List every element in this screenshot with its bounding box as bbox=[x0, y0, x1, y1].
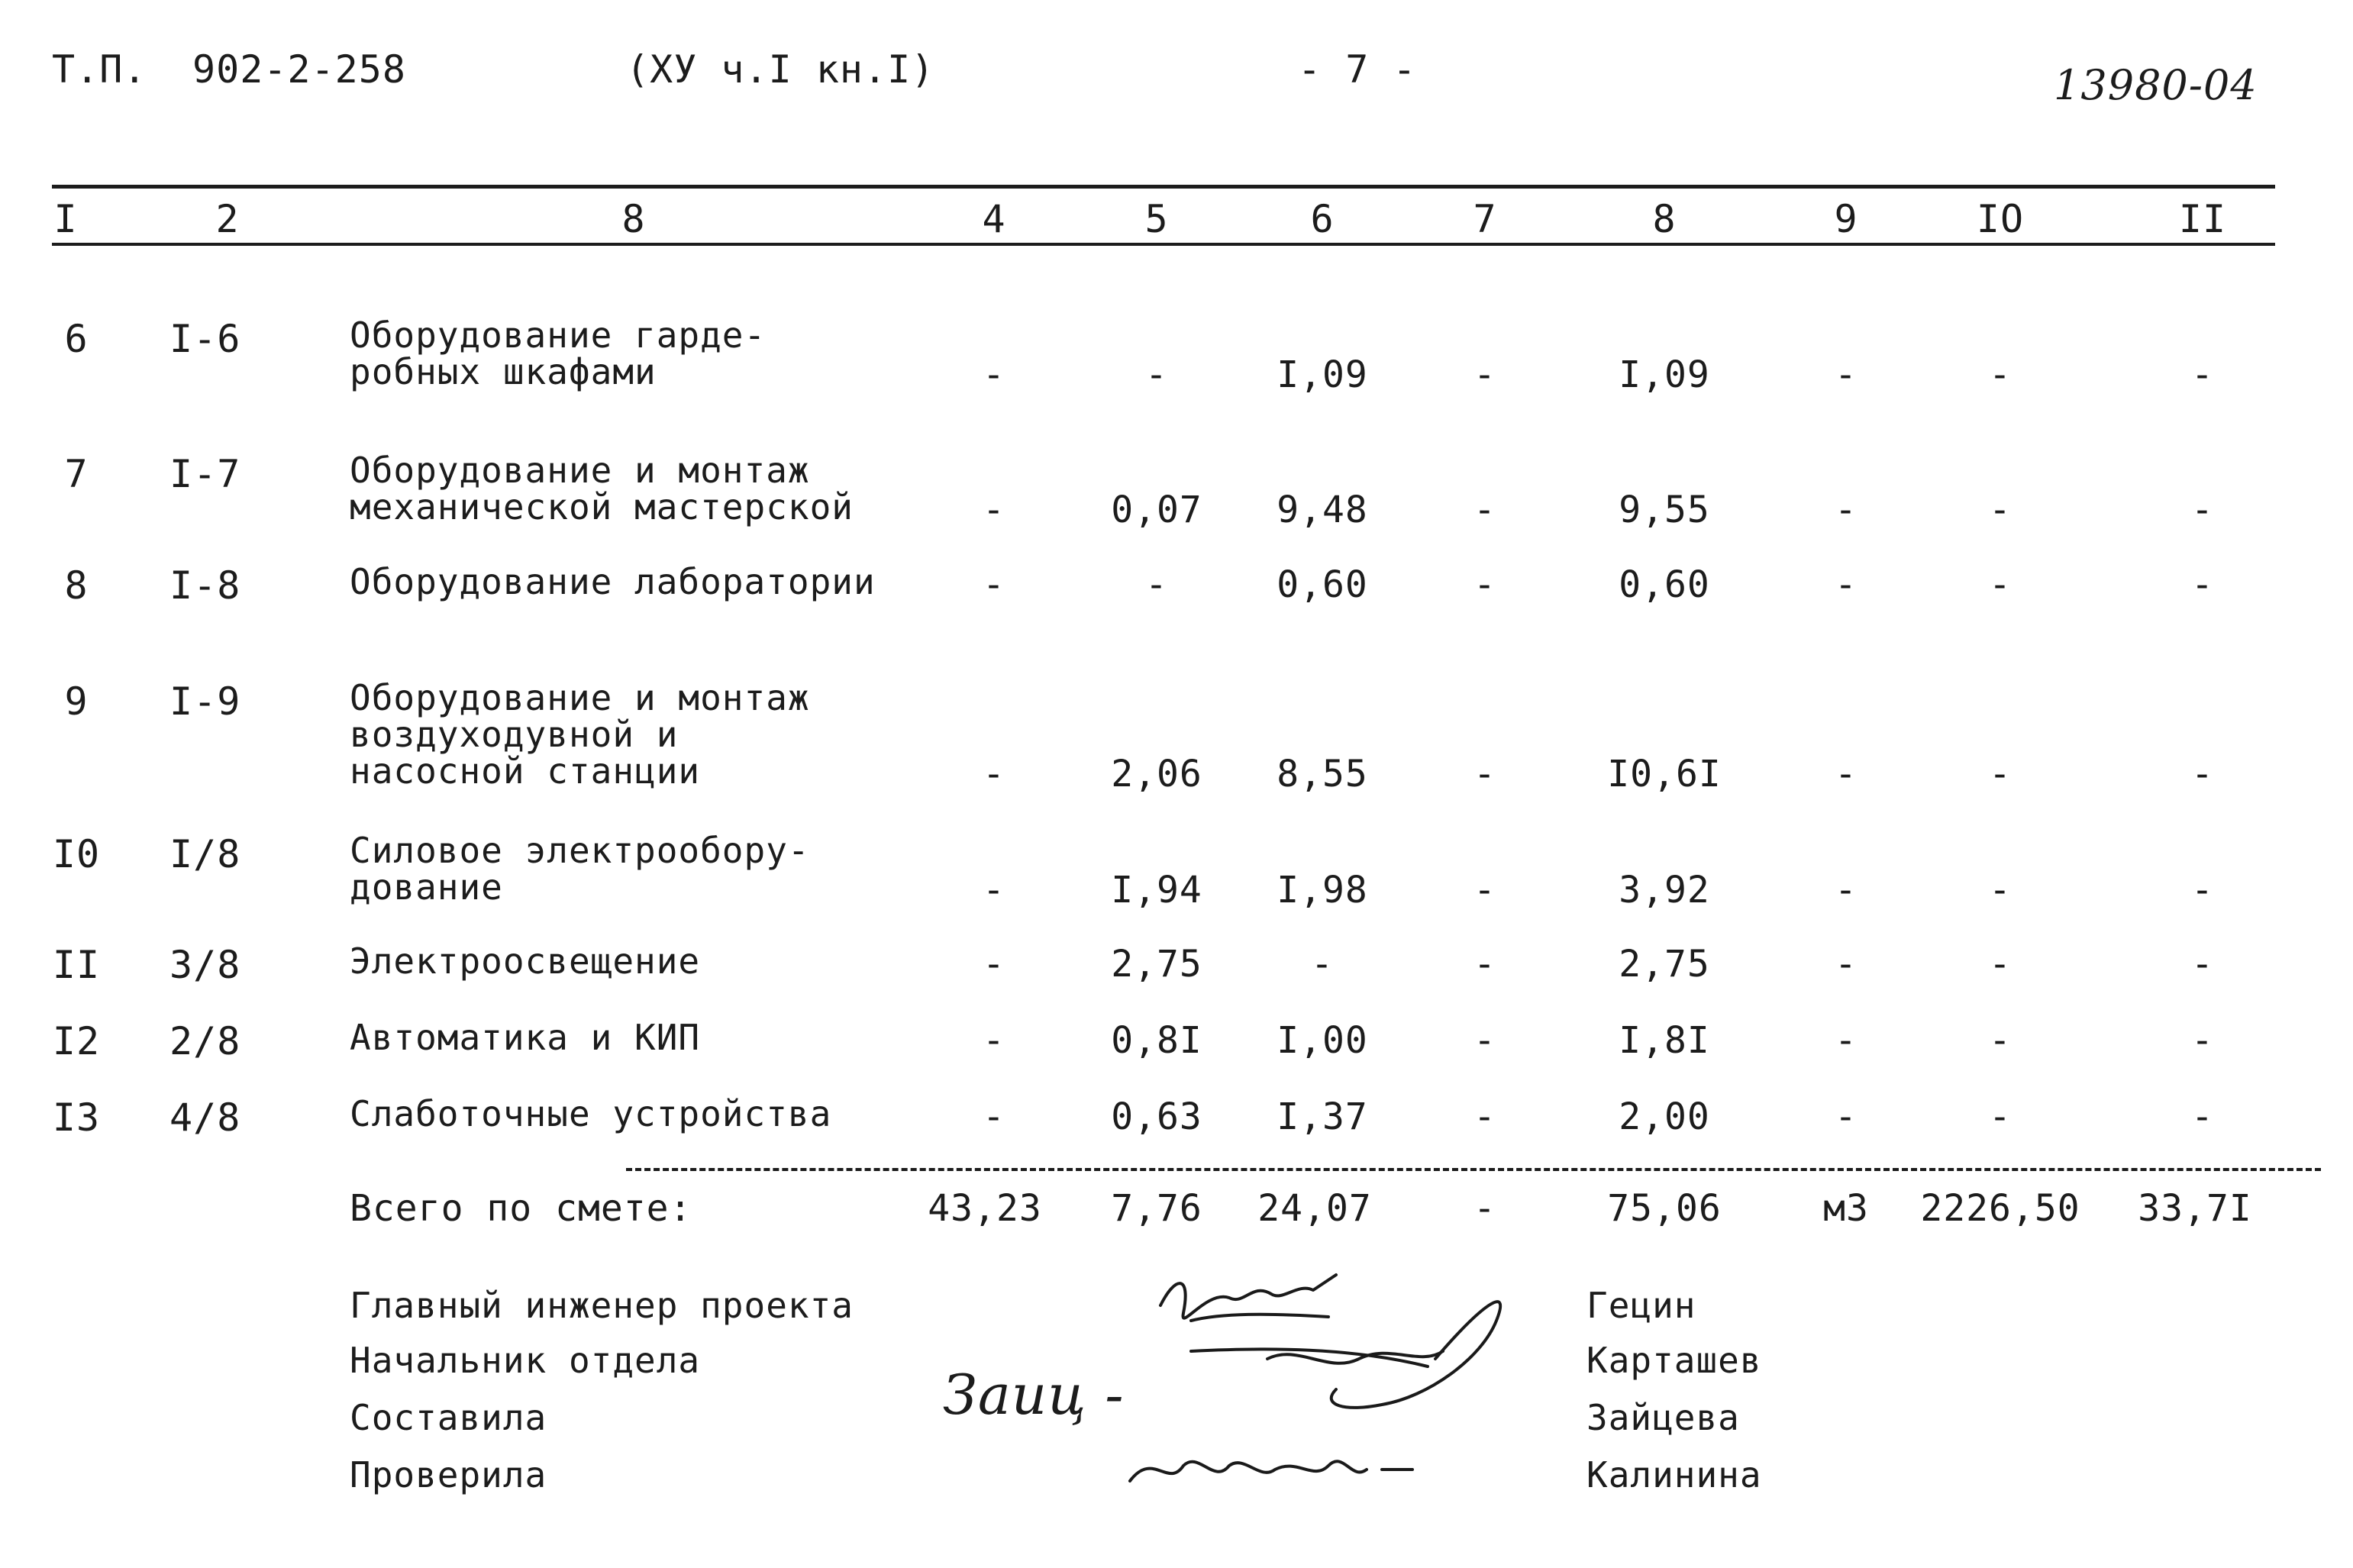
cell-c9: - bbox=[1835, 353, 1858, 396]
volume-ref: (ХУ ч.I кн.I) bbox=[626, 47, 935, 92]
cell-c10: - bbox=[1989, 869, 2012, 911]
row-number: 8 bbox=[64, 563, 89, 608]
cell-c6: 0,60 bbox=[1277, 563, 1368, 606]
cell-c5: 2,75 bbox=[1111, 943, 1202, 986]
cell-c5: I,94 bbox=[1111, 869, 1202, 911]
cell-c6: I,09 bbox=[1277, 353, 1368, 396]
total-c10: 2226,50 bbox=[1920, 1187, 2080, 1230]
cell-c4: - bbox=[983, 753, 1005, 795]
signatory-role: Начальник отдела bbox=[350, 1340, 701, 1381]
cell-c8: 0,60 bbox=[1619, 563, 1710, 606]
column-number: 8 bbox=[1652, 197, 1677, 241]
signatory-name: Карташев bbox=[1586, 1340, 1762, 1381]
page-number: - 7 - bbox=[1298, 47, 1417, 92]
cell-c7: - bbox=[1473, 943, 1496, 986]
row-description-line: механической мастерской bbox=[350, 486, 854, 528]
row-number: II bbox=[52, 943, 101, 987]
cell-c11: - bbox=[2191, 753, 2214, 795]
total-c7: - bbox=[1473, 1187, 1496, 1230]
cell-c10: - bbox=[1989, 753, 2012, 795]
column-number: I bbox=[53, 197, 78, 241]
cell-c10: - bbox=[1989, 563, 2012, 606]
cell-c5: - bbox=[1145, 353, 1168, 396]
total-separator bbox=[626, 1168, 2321, 1171]
top-rule bbox=[52, 185, 2275, 189]
cell-c8: 3,92 bbox=[1619, 869, 1710, 911]
row-description-line: насосной станции bbox=[350, 750, 701, 792]
cell-c4: - bbox=[983, 869, 1005, 911]
cell-c11: - bbox=[2191, 353, 2214, 396]
cell-c9: - bbox=[1835, 753, 1858, 795]
cell-c5: 0,8I bbox=[1111, 1019, 1202, 1062]
project-code: 902-2-258 bbox=[192, 47, 406, 92]
column-number: 5 bbox=[1144, 197, 1169, 241]
cell-c5: - bbox=[1145, 563, 1168, 606]
cell-c11: - bbox=[2191, 1095, 2214, 1138]
cell-c10: - bbox=[1989, 1019, 2012, 1062]
cell-c11: - bbox=[2191, 489, 2214, 531]
cell-c10: - bbox=[1989, 943, 2012, 986]
row-number: 9 bbox=[64, 679, 89, 724]
column-number: IO bbox=[1976, 197, 2025, 241]
cell-c4: - bbox=[983, 943, 1005, 986]
cell-c9: - bbox=[1835, 1095, 1858, 1138]
row-description-line: Оборудование гарде- bbox=[350, 315, 767, 356]
cell-c10: - bbox=[1989, 489, 2012, 531]
archive-number: 13980-04 bbox=[2054, 61, 2258, 109]
cell-c4: - bbox=[983, 489, 1005, 531]
cell-c6: - bbox=[1311, 943, 1334, 986]
cell-c5: 0,07 bbox=[1111, 489, 1202, 531]
row-code: 4/8 bbox=[169, 1095, 241, 1140]
cell-c6: I,00 bbox=[1277, 1019, 1368, 1062]
cell-c7: - bbox=[1473, 563, 1496, 606]
total-c11: 33,7I bbox=[2138, 1187, 2252, 1230]
cell-c6: I,98 bbox=[1277, 869, 1368, 911]
doc-ref: Т.П. bbox=[52, 47, 147, 92]
column-number: 2 bbox=[215, 197, 240, 241]
signature-compiler: Заиц - bbox=[943, 1363, 1125, 1427]
row-code: I-7 bbox=[169, 452, 241, 496]
row-description-line: Силовое электрообору- bbox=[350, 830, 810, 871]
cell-c9: - bbox=[1835, 563, 1858, 606]
row-code: I-8 bbox=[169, 563, 241, 608]
signatory-name: Зайцева bbox=[1586, 1397, 1740, 1438]
cell-c9: - bbox=[1835, 1019, 1858, 1062]
row-code: I-6 bbox=[169, 317, 241, 361]
signatory-role: Составила bbox=[350, 1397, 547, 1438]
row-number: 7 bbox=[64, 452, 89, 496]
cell-c7: - bbox=[1473, 1095, 1496, 1138]
signatory-role: Проверила bbox=[350, 1454, 547, 1495]
cell-c8: 2,00 bbox=[1619, 1095, 1710, 1138]
row-code: I/8 bbox=[169, 832, 241, 876]
row-description-line: Слаботочные устройства bbox=[350, 1093, 832, 1134]
column-number: 4 bbox=[982, 197, 1006, 241]
cell-c10: - bbox=[1989, 353, 2012, 396]
cell-c7: - bbox=[1473, 1019, 1496, 1062]
cell-c4: - bbox=[983, 563, 1005, 606]
cell-c9: - bbox=[1835, 489, 1858, 531]
cell-c7: - bbox=[1473, 353, 1496, 396]
cell-c11: - bbox=[2191, 563, 2214, 606]
cell-c9: - bbox=[1835, 943, 1858, 986]
row-description-line: воздуходувной и bbox=[350, 714, 679, 755]
row-description-line: Оборудование и монтаж bbox=[350, 450, 810, 491]
cell-c7: - bbox=[1473, 489, 1496, 531]
cell-c8: 2,75 bbox=[1619, 943, 1710, 986]
cell-c5: 2,06 bbox=[1111, 753, 1202, 795]
cell-c4: - bbox=[983, 353, 1005, 396]
cell-c8: 9,55 bbox=[1619, 489, 1710, 531]
cell-c6: I,37 bbox=[1277, 1095, 1368, 1138]
cell-c8: I,8I bbox=[1619, 1019, 1710, 1062]
row-description-line: Оборудование и монтаж bbox=[350, 677, 810, 718]
row-description-line: Оборудование лаборатории bbox=[350, 561, 876, 602]
total-c6: 24,07 bbox=[1257, 1187, 1372, 1230]
row-code: I-9 bbox=[169, 679, 241, 724]
cell-c11: - bbox=[2191, 943, 2214, 986]
row-description-line: дование bbox=[350, 866, 503, 908]
column-number: II bbox=[2178, 197, 2227, 241]
cell-c8: I,09 bbox=[1619, 353, 1710, 396]
total-c8: 75,06 bbox=[1607, 1187, 1722, 1230]
cell-c4: - bbox=[983, 1019, 1005, 1062]
column-number: 7 bbox=[1473, 197, 1497, 241]
row-code: 2/8 bbox=[169, 1019, 241, 1063]
cell-c11: - bbox=[2191, 1019, 2214, 1062]
cell-c6: 9,48 bbox=[1277, 489, 1368, 531]
total-c9: м3 bbox=[1823, 1187, 1869, 1230]
row-description-line: Электроосвещение bbox=[350, 940, 701, 982]
signature-department-head bbox=[1176, 1275, 1542, 1443]
row-number: I0 bbox=[52, 832, 101, 876]
signatory-name: Калинина bbox=[1586, 1454, 1762, 1495]
cell-c6: 8,55 bbox=[1277, 753, 1368, 795]
row-number: I2 bbox=[52, 1019, 101, 1063]
row-description-line: Автоматика и КИП bbox=[350, 1017, 701, 1058]
row-number: I3 bbox=[52, 1095, 101, 1140]
total-c4: 43,23 bbox=[928, 1187, 1042, 1230]
row-code: 3/8 bbox=[169, 943, 241, 987]
column-number: 6 bbox=[1310, 197, 1335, 241]
column-number: 8 bbox=[621, 197, 646, 241]
total-label: Всего по смете: bbox=[350, 1187, 692, 1230]
column-header-underline bbox=[52, 243, 2275, 246]
signatory-role: Главный инженер проекта bbox=[350, 1285, 854, 1326]
cell-c7: - bbox=[1473, 869, 1496, 911]
row-description-line: робных шкафами bbox=[350, 351, 657, 392]
signatory-name: Гецин bbox=[1586, 1285, 1696, 1326]
cell-c11: - bbox=[2191, 869, 2214, 911]
row-number: 6 bbox=[64, 317, 89, 361]
column-number: 9 bbox=[1834, 197, 1858, 241]
cell-c8: I0,6I bbox=[1607, 753, 1722, 795]
cell-c10: - bbox=[1989, 1095, 2012, 1138]
signature-checker bbox=[1122, 1435, 1443, 1504]
cell-c9: - bbox=[1835, 869, 1858, 911]
total-c5: 7,76 bbox=[1111, 1187, 1202, 1230]
cell-c7: - bbox=[1473, 753, 1496, 795]
cell-c4: - bbox=[983, 1095, 1005, 1138]
cell-c5: 0,63 bbox=[1111, 1095, 1202, 1138]
